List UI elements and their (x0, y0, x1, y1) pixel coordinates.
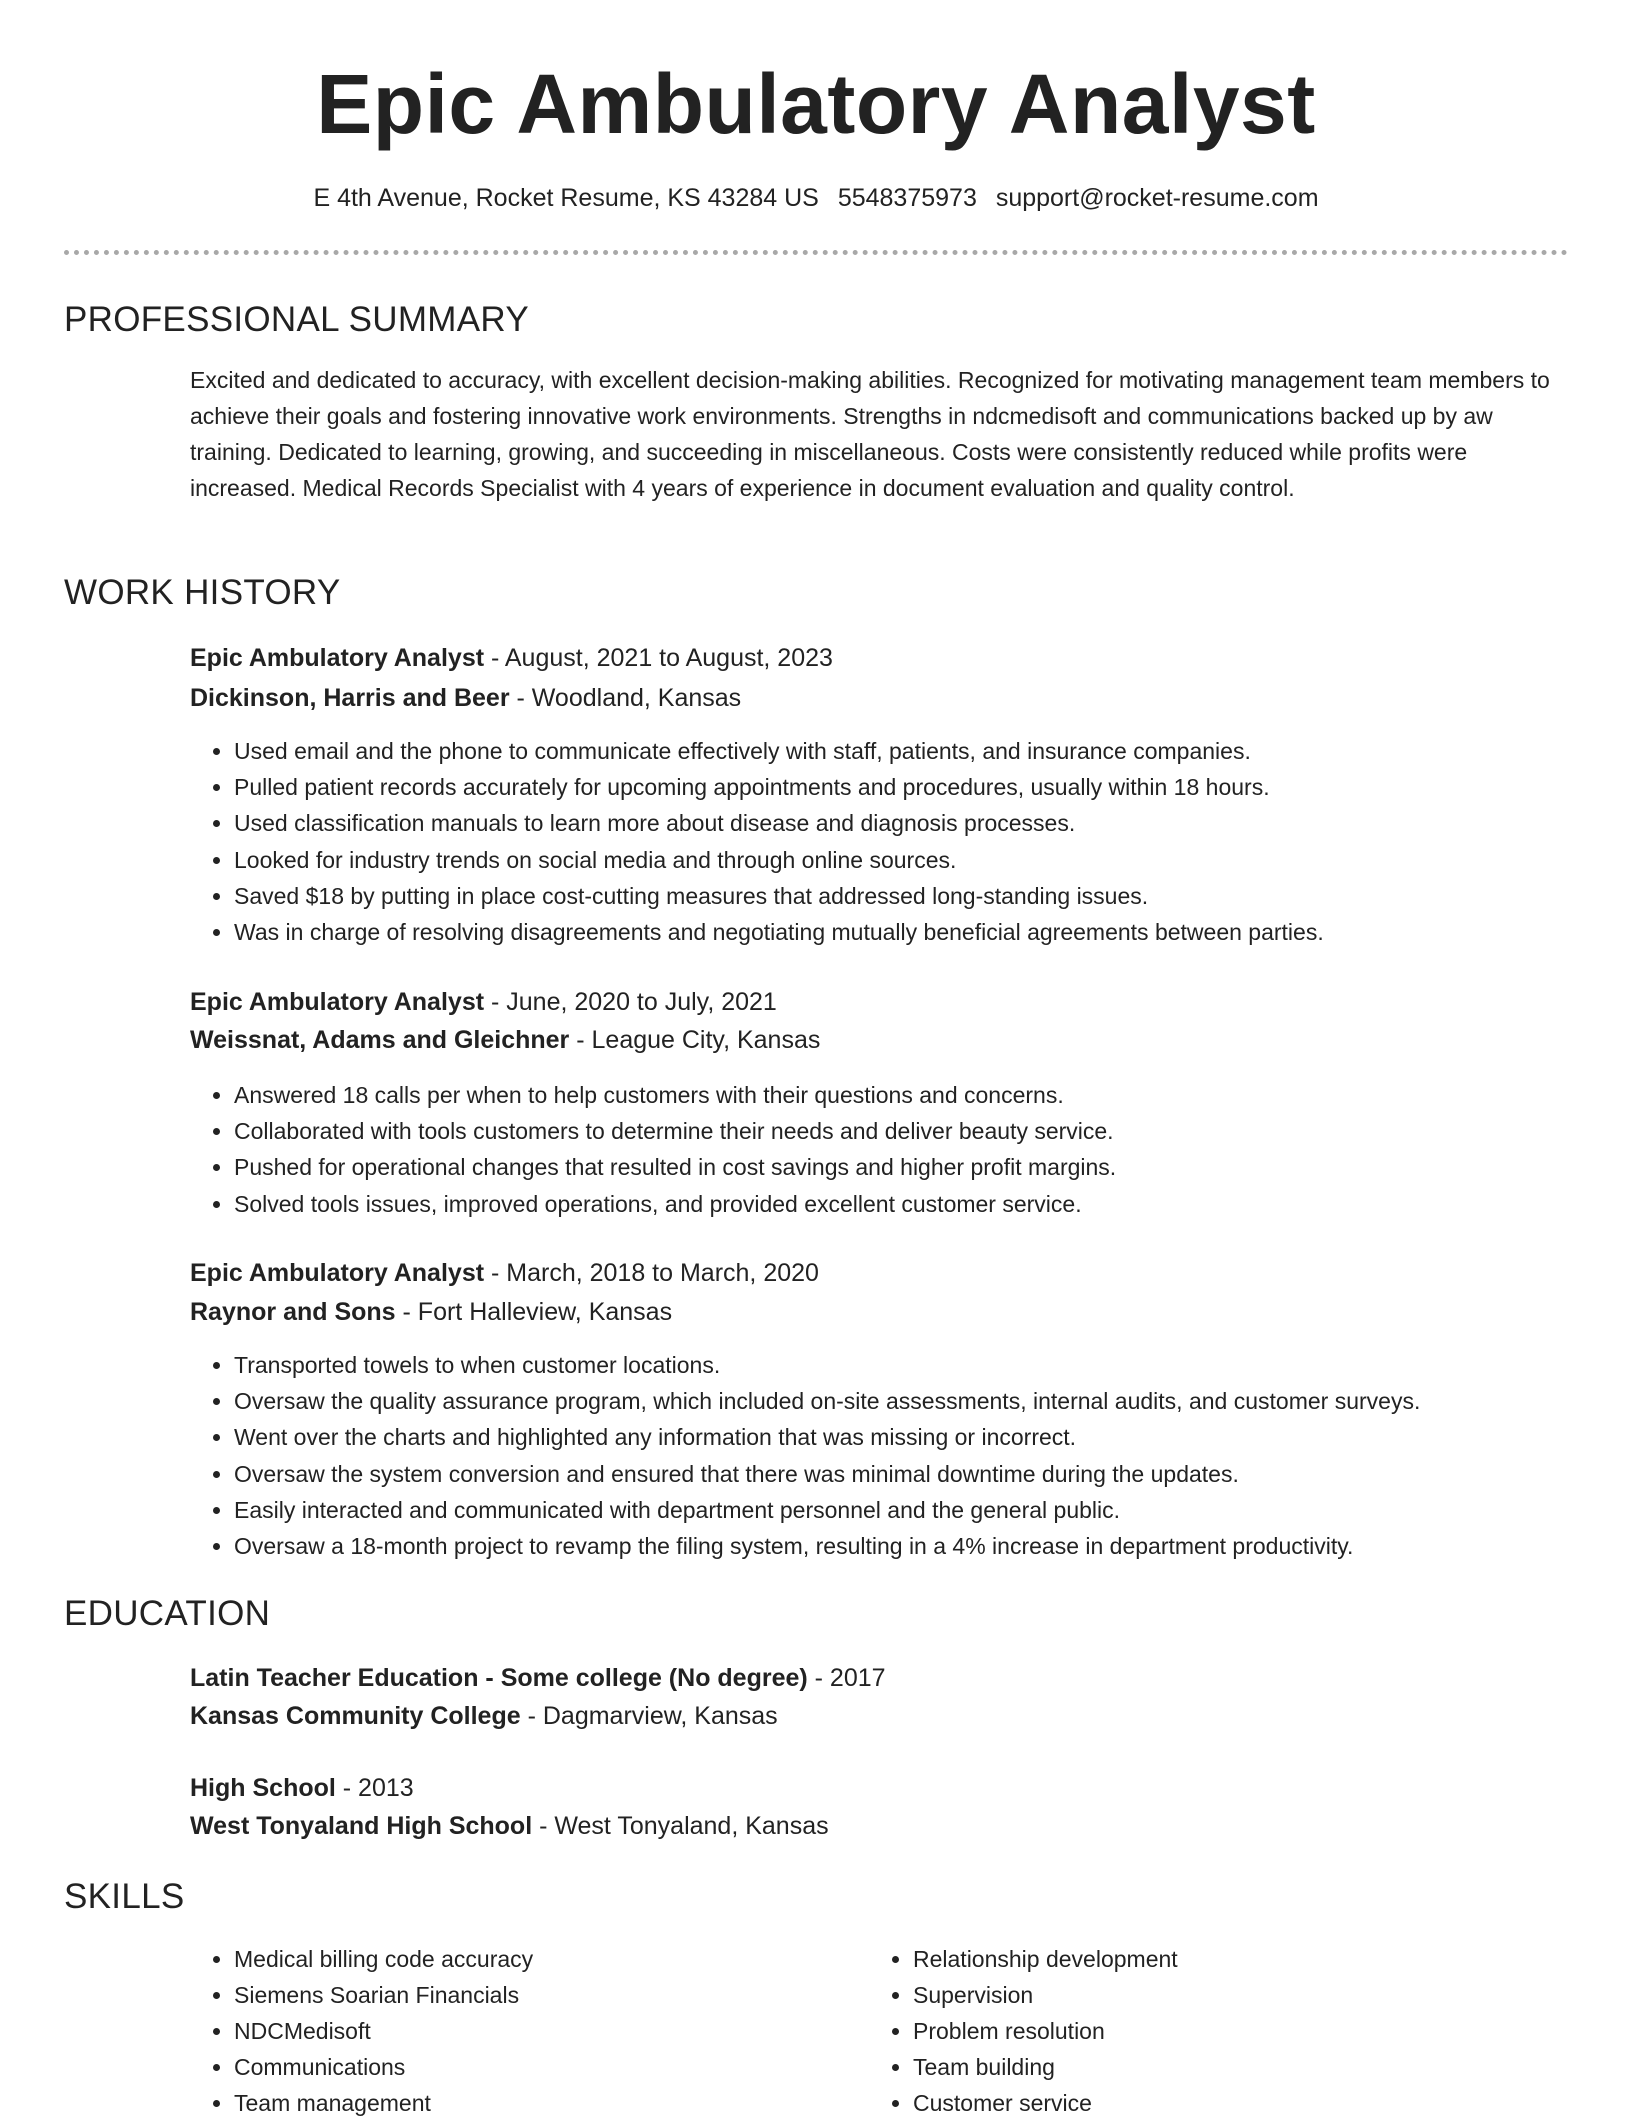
skill-item: • Customer service (913, 2085, 1178, 2121)
job-title-line (190, 984, 777, 1020)
education-school-line (190, 1808, 829, 1844)
education-degree-line (190, 1660, 886, 1696)
list-item: • Transported towels to when customer locations. (234, 1347, 1420, 1383)
list-item: • Oversaw the system conversion and ensured that there was minimal downtime during the updates. (234, 1456, 1420, 1492)
education-year: - 2017 (807, 1664, 886, 1692)
list-item: • Looked for industry trends on social media and through online sources. (234, 842, 1324, 878)
job-role: Epic Ambulatory Analyst (190, 1259, 485, 1287)
skill-item: • Communications (234, 2049, 533, 2085)
job-role: Epic Ambulatory Analyst (190, 988, 485, 1016)
list-item: • Used classification manuals to learn more about disease and diagnosis processes. (234, 805, 1324, 841)
job-bullets (190, 1347, 1420, 1564)
skills-heading: SKILLS (64, 1877, 185, 1916)
education-location: - West Tonyaland, Kansas (532, 1812, 829, 1840)
skill-item: • Relationship development (913, 1941, 1178, 1977)
contact-address: E 4th Avenue, Rocket Resume, KS 43284 US (313, 184, 819, 212)
job-location: - Fort Halleview, Kansas (395, 1298, 673, 1326)
contact-phone: 5548375973 (837, 184, 977, 212)
skill-item: • Team building (913, 2049, 1178, 2085)
job-location: - Woodland, Kansas (509, 684, 742, 712)
skill-item: • Problem resolution (913, 2013, 1178, 2049)
list-item: • Solved tools issues, improved operations, and provided excellent customer service. (234, 1186, 1116, 1222)
list-item: • Went over the charts and highlighted any information that was missing or incorrect. (234, 1419, 1420, 1455)
list-item: • Oversaw the quality assurance program, which included on-site assessments, internal audits, and customer surveys. (234, 1383, 1420, 1419)
job-role: Epic Ambulatory Analyst (190, 644, 485, 672)
job-company: Dickinson, Harris and Beer (190, 684, 510, 712)
job-dates: - August, 2021 to August, 2023 (484, 644, 833, 672)
education-school: Kansas Community College (190, 1702, 521, 1730)
job-dates: - June, 2020 to July, 2021 (484, 988, 777, 1016)
education-heading: EDUCATION (64, 1594, 271, 1633)
education-degree: Latin Teacher Education - Some college (No degree) (190, 1664, 808, 1692)
work-history-heading: WORK HISTORY (64, 573, 341, 612)
skills-list-right (869, 1941, 1178, 2121)
skill-item: • NDCMedisoft (234, 2013, 533, 2049)
header-divider (64, 250, 1568, 255)
list-item: • Answered 18 calls per when to help customers with their questions and concerns. (234, 1077, 1116, 1113)
job-location: - League City, Kansas (569, 1026, 821, 1054)
list-item: • Was in charge of resolving disagreements and negotiating mutually beneficial agreements between parties. (234, 914, 1324, 950)
skill-item: • Medical billing code accuracy (234, 1941, 533, 1977)
job-title-line (190, 640, 833, 676)
skills-list-left (190, 1941, 533, 2121)
education-degree-line (190, 1770, 414, 1806)
list-item: • Pulled patient records accurately for upcoming appointments and procedures, usually within 18 hours. (234, 769, 1324, 805)
job-title-line (190, 1255, 819, 1291)
contact-line (0, 180, 1632, 216)
list-item: • Collaborated with tools customers to determine their needs and deliver beauty service. (234, 1113, 1116, 1149)
job-company-line (190, 1022, 820, 1058)
list-item: • Easily interacted and communicated with department personnel and the general public. (234, 1492, 1420, 1528)
list-item: • Used email and the phone to communicate effectively with staff, patients, and insurance companies. (234, 733, 1324, 769)
skill-item: • Supervision (913, 1977, 1178, 2013)
job-bullets (190, 733, 1324, 950)
skill-item: • Siemens Soarian Financials (234, 1977, 533, 2013)
job-company-line (190, 680, 741, 716)
resume-name: Epic Ambulatory Analyst (316, 57, 1316, 151)
skill-item: • Team management (234, 2085, 533, 2121)
job-bullets (190, 1077, 1116, 1222)
list-item: • Saved $18 by putting in place cost-cutting measures that addressed long-standing issues. (234, 878, 1324, 914)
education-year: - 2013 (335, 1774, 414, 1802)
job-company: Raynor and Sons (190, 1298, 396, 1326)
contact-email[interactable]: support@rocket-resume.com (995, 184, 1319, 212)
education-location: - Dagmarview, Kansas (520, 1702, 778, 1730)
list-item: • Oversaw a 18-month project to revamp the filing system, resulting in a 4% increase in department productivity. (234, 1528, 1420, 1564)
job-company: Weissnat, Adams and Gleichner (190, 1026, 570, 1054)
summary-heading: PROFESSIONAL SUMMARY (64, 300, 529, 339)
education-school-line (190, 1698, 778, 1734)
education-degree: High School (190, 1774, 336, 1802)
list-item: • Pushed for operational changes that resulted in cost savings and higher profit margins. (234, 1149, 1116, 1185)
job-company-line (190, 1294, 672, 1330)
job-dates: - March, 2018 to March, 2020 (484, 1259, 819, 1287)
summary-text: Excited and dedicated to accuracy, with excellent decision-making abilities. Recognized for motivating management team members to achieve their goals and fostering innovative work environments. Strengths in ndcmedisoft and communications backed up by aw training. Dedicated to learning, growing, and succeeding in miscellaneous. Costs were consistently reduced while profits were increased. Medical Records Specialist with 4 years of experience in document evaluation and quality control. (190, 367, 1550, 501)
education-school: West Tonyaland High School (190, 1812, 533, 1840)
